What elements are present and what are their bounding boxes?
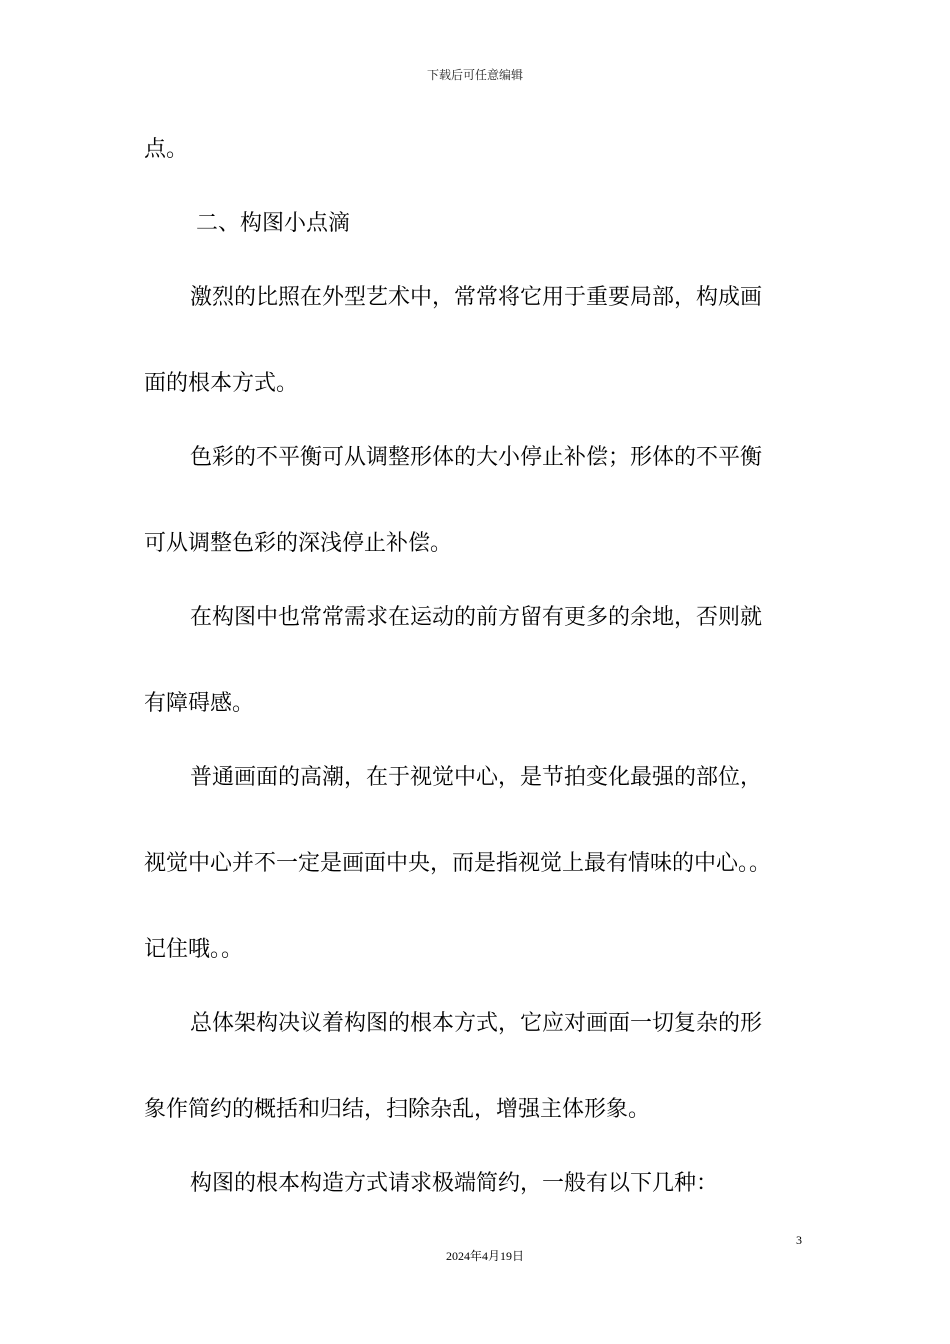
text-line-5: 色彩的不平衡可从调整形体的大小停止补偿；形体的不平衡: [190, 445, 763, 470]
text-line-8: 有障碍感。: [144, 691, 255, 716]
text-line-13: 象作简约的概括和归结，扫除杂乱，增强主体形象。: [144, 1097, 651, 1122]
section-heading: 二、构图小点滴: [196, 211, 351, 236]
text-line-11: 记住哦。。: [144, 937, 244, 962]
text-line-6: 可从调整色彩的深浅停止补偿。: [144, 531, 453, 556]
page-header: 下载后可任意编辑: [426, 68, 523, 82]
text-line-3: 激烈的比照在外型艺术中，常常将它用于重要局部，构成画: [190, 285, 763, 310]
text-line-12: 总体架构决议着构图的根本方式，它应对画面一切复杂的形: [190, 1011, 763, 1036]
page-number: 3: [796, 1233, 802, 1247]
text-line-14: 构图的根本构造方式请求极端简约，一般有以下几种：: [190, 1171, 719, 1196]
footer-date: 2024年4月19日: [445, 1249, 524, 1263]
text-line-10: 视觉中心并不一定是画面中央，而是指视觉上最有情味的中心。。: [144, 851, 772, 876]
text-line-9: 普通画面的高潮，在于视觉中心，是节拍变化最强的部位，: [190, 765, 763, 790]
text-line-1: 点。: [144, 137, 189, 162]
text-line-4: 面的根本方式。: [144, 371, 299, 396]
text-line-7: 在构图中也常常需求在运动的前方留有更多的余地，否则就: [190, 605, 763, 630]
